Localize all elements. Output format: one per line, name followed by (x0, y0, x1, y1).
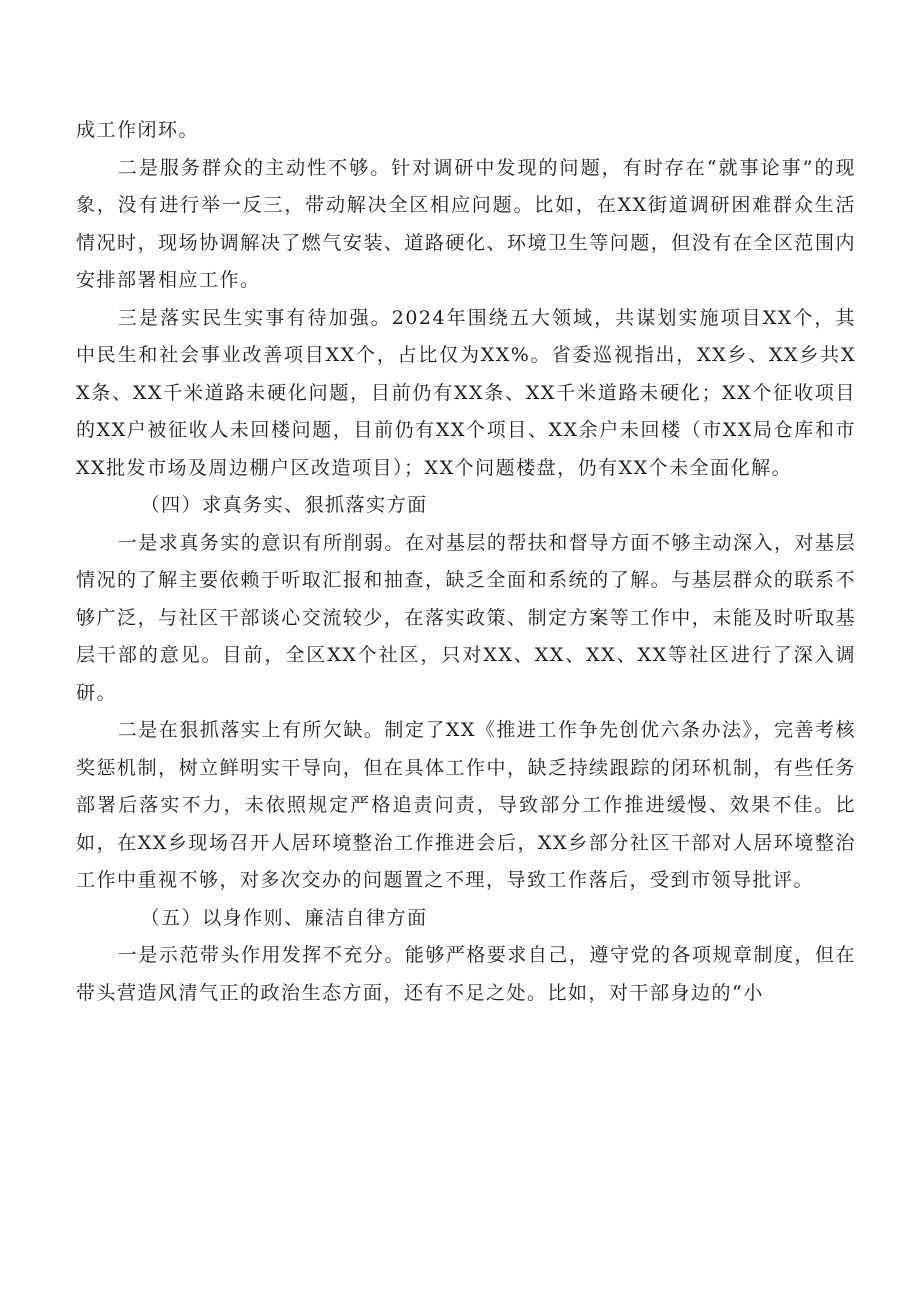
section-heading-5: （五）以身作则、廉洁自律方面 (140, 906, 428, 929)
document-body (76, 112, 856, 1012)
paragraph-implementation: 二是在狠抓落实上有所欠缺。制定了XX《推进工作争先创优六条办法》，完善考核奖惩机制，树立鲜明实干导向，但在具体工作中，缺乏持续跟踪的闭环机制，有些任务部署后落实不力，未依照规定严格追责问责，导致部分工作推进缓慢、效果不佳。比如，在XX乡现场召开人居环境整治工作推进会后，XX乡部分社区干部对人居环境整治工作中重视不够，对多次交办的问题置之不理，导致工作落后，受到市领导批评。 (76, 719, 856, 891)
paragraph-pragmatism: 一是求真务实的意识有所削弱。在对基层的帮扶和督导方面不够主动深入，对基层情况的了解主要依赖于听取汇报和抽查，缺乏全面和系统的了解。与基层群众的联系不够广泛，与社区干部谈心交流较少，在落实政策、制定方案等工作中，未能及时听取基层干部的意见。目前，全区XX个社区，只对XX、XX、XX、XX等社区进行了深入调研。 (76, 531, 856, 704)
paragraph-service-initiative: 二是服务群众的主动性不够。针对调研中发现的问题，有时存在“就事论事”的现象，没有进行举一反三，带动解决全区相应问题。比如，在XX街道调研困难群众生活情况时，现场协调解决了燃气安装、道路硬化、环境卫生等问题，但没有在全区范围内安排部署相应工作。 (76, 156, 856, 291)
paragraph-livelihood-projects: 三是落实民生实事有待加强。2024年围绕五大领域，共谋划实施项目XX个，其中民生和社会事业改善项目XX个，占比仅为XX%。省委巡视指出，XX乡、XX乡共XX条、XX千米道路未硬化问题，目前仍有XX条、XX千米道路未硬化；XX个征收项目的XX户被征收人未回楼问题，目前仍有XX个项目、XX余户未回楼（市XX局仓库和市XX批发市场及周边棚户区改造项目）；XX个问题楼盘，仍有XX个未全面化解。 (76, 306, 856, 479)
paragraph-exemplary-role: 一是示范带头作用发挥不充分。能够严格要求自己，遵守党的各项规章制度，但在带头营造风清气正的政治生态方面，还有不足之处。比如，对干部身边的“小 (76, 944, 856, 1004)
paragraph-continuation: 成工作闭环。 (76, 119, 200, 141)
section-heading-4: （四）求真务实、狠抓落实方面 (140, 494, 428, 516)
